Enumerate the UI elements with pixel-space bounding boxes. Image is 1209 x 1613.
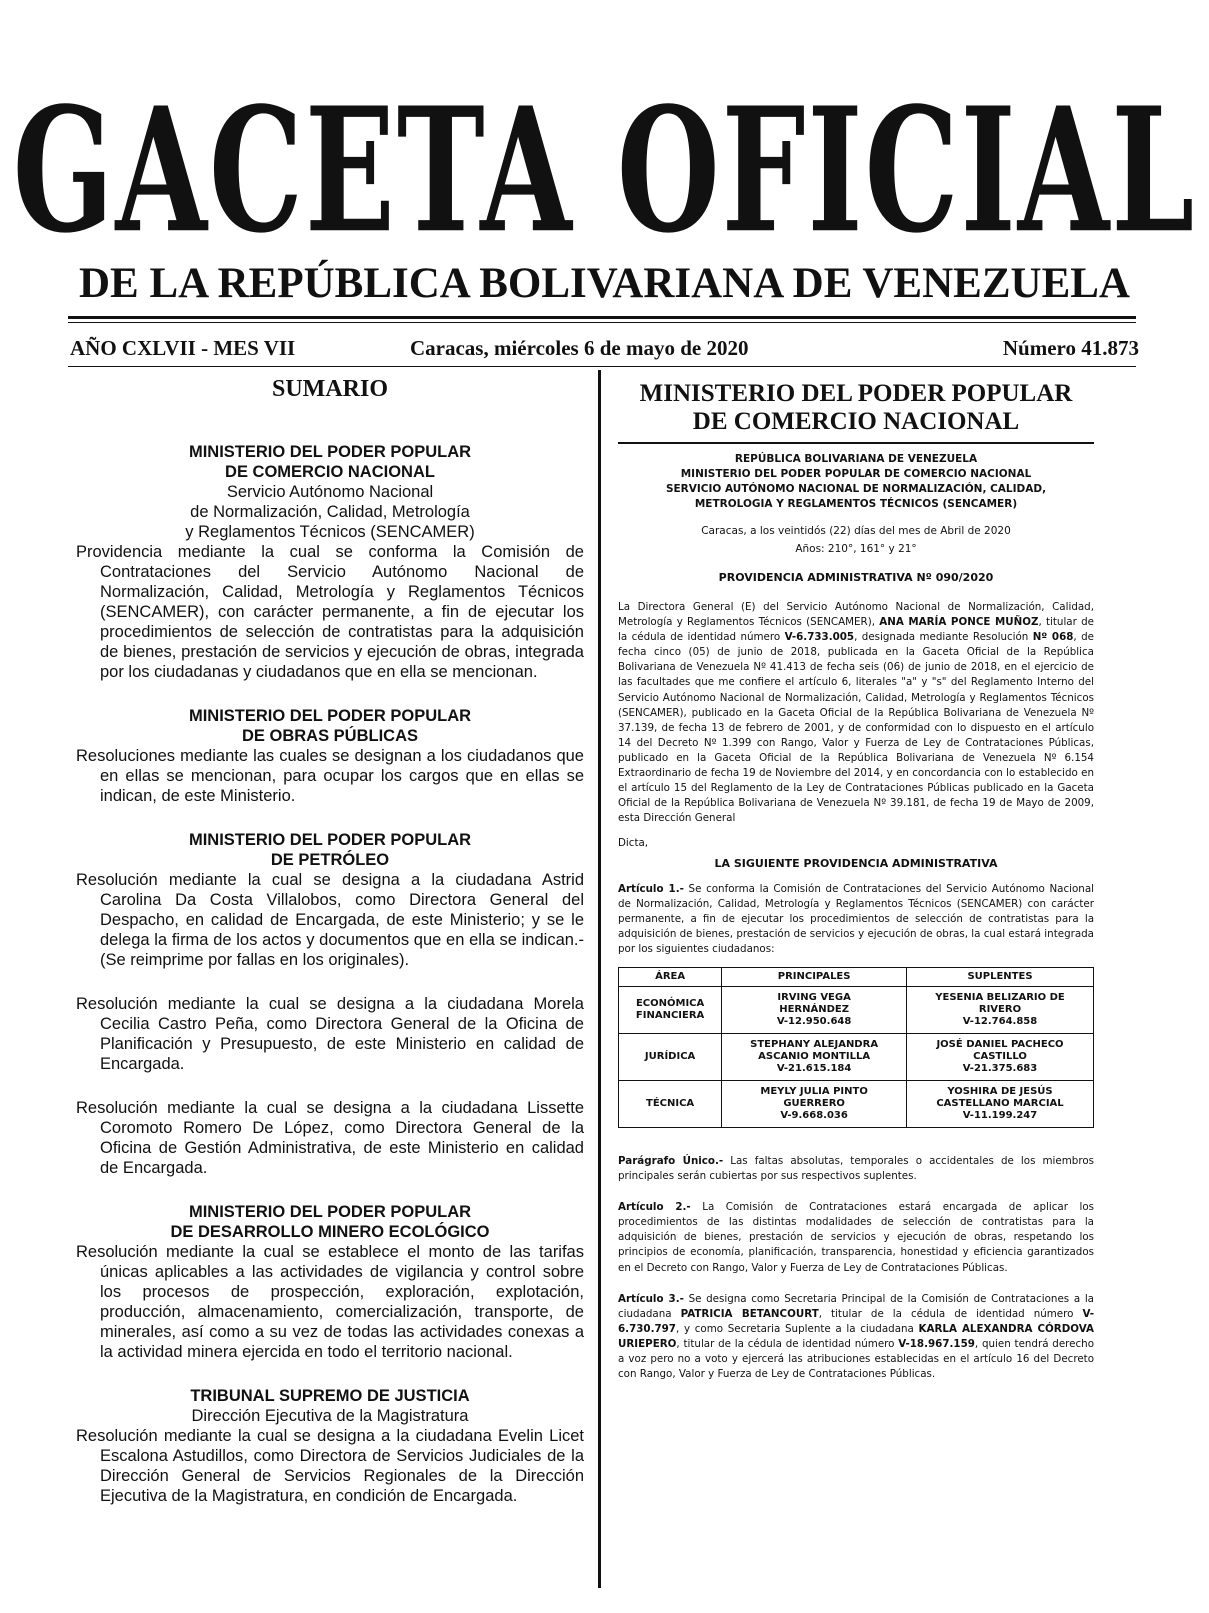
summary-title: SUMARIO bbox=[271, 376, 388, 402]
commission-table bbox=[618, 967, 1094, 1128]
column-divider bbox=[598, 370, 601, 1588]
table-cell-line: V-11.199.247 bbox=[962, 1109, 1038, 1121]
providencia-title: PROVIDENCIA ADMINISTRATIVA Nº 090/2020 bbox=[718, 571, 994, 584]
table-cell-area bbox=[619, 1080, 722, 1127]
table-cell-area bbox=[619, 1033, 722, 1080]
table-cell-line: V-21.375.683 bbox=[962, 1062, 1038, 1074]
summary-entry: Resoluciones mediante las cuales se designan a los ciudadanos que en ellas se mencionan, para ocupar los cargos que en ellas se indican, de este Ministerio. bbox=[76, 747, 584, 805]
paragrafo-unico: Parágrafo Único.- Las faltas absolutas, temporales o accidentales de los miembros principales serán cubiertas por sus respectivos suplentes. bbox=[618, 1154, 1094, 1183]
table-cell-line: ASCANIO MONTILLA bbox=[758, 1050, 871, 1062]
summary-entry: Resolución mediante la cual se designa a la ciudadana Evelin Licet Escalona Astudillos, como Directora de Servicios Judiciales de la Dirección General de Servicios Regionales de la Dirección Ejecutiva de la Magistratura, en condición de Encargada. bbox=[76, 1427, 584, 1505]
summary-entry: Resolución mediante la cual se designa a la ciudadana Morela Cecilia Castro Peña, como Directora General de la Oficina de Planificación y Presupuesto, de este Ministerio en calidad de Encargada. bbox=[76, 995, 584, 1073]
summary-section-heading: DE DESARROLLO MINERO ECOLÓGICO bbox=[170, 1223, 490, 1241]
summary-section-heading: TRIBUNAL SUPREMO DE JUSTICIA bbox=[190, 1387, 470, 1405]
intro-paragraph: La Directora General (E) del Servicio Autónomo Nacional de Normalización, Calidad, Metrología y Reglamentos Técnicos (SENCAMER), ANA MARÍA PONCE MUÑOZ, titular de la cédula de identidad número V-6.733.005, designada mediante Resolución Nº 068, de fecha cinco (05) de junio de 2018, publicada en la Gaceta Oficial de la República Bolivariana de Venezuela Nº 41.413 de fecha seis (06) de junio de 2018, en el ejercicio de las facultades que me confiere el artículo 6, literales "a" y "s" del Reglamento Interno del Servicio Autónomo Nacional de Normalización, Calidad, Metrología y Reglamentos Técnicos (SENCAMER), publicado en la Gaceta Oficial de la República Bolivariana de Venezuela Nº 37.139, de fecha 13 de febrero de 2001, y de conformidad con lo dispuesto en el artículo 14 del Decreto Nº 1.399 con Rango, Valor y Fuerza de Ley de Contrataciones Públicas, publicado en la Gaceta Oficial de la República Bolivariana de Venezuela Nº 6.154 Extraordinario de fecha 19 de Noviembre del 2014, y en concordancia con lo establecido en el artículo 15 del Reglamento de la Ley de Contrataciones Públicas publicado en la Gaceta Oficial de la República Bolivariana de Venezuela Nº 39.181, de fecha 19 de Mayo de 2009, esta Dirección General bbox=[618, 601, 1094, 825]
summary-entry: Providencia mediante la cual se conforma la Comisión de Contrataciones del Servicio Autónomo Nacional de Normalización, Calidad, Metrología y Reglamentos Técnicos (SENCAMER), con carácter permanente, a fin de ejecutar los procedimientos de selección de contratistas para la adquisición de bienes, prestación de servicios y ejecución de obras, integrada por los ciudadanas y ciudadanos que en ella se mencionan. bbox=[76, 543, 584, 681]
summary-column bbox=[76, 374, 584, 1530]
summary-entry: Resolución mediante la cual se establece el monto de las tarifas únicas aplicables a las actividades de vigilancia y control sobre los procesos de prospección, exploración, explotación, producción, almacenamiento, comercialización, transporte, de minerales, así como a su vez de todas las actividades conexas a la actividad minera ejercida en todo el territorio nacional. bbox=[76, 1243, 584, 1361]
masthead-subtitle: DE LA REPÚBLICA BOLIVARIANA DE VENEZUELA bbox=[79, 260, 1130, 307]
table-cell-line: YOSHIRA DE JESÚS bbox=[947, 1085, 1053, 1097]
providencia-column bbox=[618, 380, 1094, 1382]
table-cell-line: JURÍDICA bbox=[644, 1050, 696, 1062]
ministry-rule bbox=[618, 442, 1094, 444]
summary-section bbox=[76, 706, 584, 806]
siguiente-providencia: LA SIGUIENTE PROVIDENCIA ADMINISTRATIVA bbox=[714, 856, 998, 870]
table-cell-line: GUERRERO bbox=[783, 1097, 845, 1109]
summary-section-heading: MINISTERIO DEL PODER POPULAR bbox=[188, 1203, 472, 1221]
table-cell-line: CASTELLANO MARCIAL bbox=[936, 1097, 1064, 1109]
table-cell-principal bbox=[722, 986, 907, 1033]
table-cell-line: ECONÓMICA bbox=[635, 997, 705, 1009]
summary-section-subheading: Dirección Ejecutiva de la Magistratura bbox=[191, 1407, 469, 1425]
header-line: SERVICIO AUTÓNOMO NACIONAL DE NORMALIZACIÓN, CALIDAD, bbox=[665, 483, 1047, 495]
article-1: Artículo 1.- Se conforma la Comisión de Contrataciones del Servicio Autónomo Nacional de Normalización, Calidad, Metrología y Reglamentos Técnicos (SENCAMER) con carácter permanente, a fin de ejecutar los procedimientos de selección de contratistas para la adquisición de bienes, prestación de servicios y ejecución de obras, la cual estará integrada por los siguientes ciudadanos: bbox=[618, 882, 1094, 955]
ministry-heading-line1: MINISTERIO DEL PODER POPULAR bbox=[639, 380, 1073, 407]
summary-section bbox=[76, 1202, 584, 1362]
article-3: Artículo 3.- Se designa como Secretaria Principal de la Comisión de Contrataciones a la ciudadana PATRICIA BETANCOURT, titular de la cédula de identidad número V-6.730.797, y como Secretaria Suplente a la ciudadana KARLA ALEXANDRA CÓRDOVA URIEPERO, titular de la cédula de identidad número V-18.967.159, quien tendrá derecho a voz pero no a voto y ejercerá las atribuciones establecidas en el artículo 16 del Decreto con Rango, Valor y Fuerza de Ley de Contrataciones Públicas. bbox=[618, 1292, 1094, 1381]
dicta: Dicta, bbox=[618, 837, 649, 850]
table-cell-line: FINANCIERA bbox=[635, 1009, 705, 1021]
table-cell-suplente bbox=[907, 986, 1094, 1033]
header-line: REPÚBLICA BOLIVARIANA DE VENEZUELA bbox=[734, 453, 978, 465]
place-date: Caracas, a los veintidós (22) días del mes de Abril de 2020 bbox=[701, 525, 1011, 537]
table-cell-line: TÉCNICA bbox=[646, 1097, 695, 1109]
table-cell-area bbox=[619, 986, 722, 1033]
table-cell-line: V-12.764.858 bbox=[962, 1015, 1038, 1027]
header-rule-thin bbox=[68, 322, 1136, 323]
table-cell-line: JOSÉ DANIEL PACHECO bbox=[936, 1038, 1064, 1050]
summary-section-heading: MINISTERIO DEL PODER POPULAR bbox=[188, 443, 472, 461]
summary-section bbox=[76, 830, 584, 1178]
summary-section bbox=[76, 442, 584, 682]
summary-sections bbox=[76, 442, 584, 1506]
table-cell-suplente bbox=[907, 1080, 1094, 1127]
ministry-heading-line2: DE COMERCIO NACIONAL bbox=[692, 408, 1020, 435]
table-cell-line: V-12.950.648 bbox=[776, 1015, 852, 1027]
header-line: METROLOGIA Y REGLAMENTOS TÉCNICOS (SENCAMER) bbox=[694, 498, 1018, 510]
issue-year-month: AÑO CXLVII - MES VII bbox=[70, 336, 296, 360]
table-cell-principal bbox=[722, 1080, 907, 1127]
article-2: Artículo 2.- La Comisión de Contrataciones estará encargada de aplicar los procedimientos de las distintas modalidades de selección de contratistas para la adquisición de bienes, prestación de servicios y ejecución de obras, respetando los principios de economía, planificación, transparencia, honestidad y eficiencia garantizados en el Decreto con Rango, Valor y Fuerza de Ley de Contrataciones Públicas. bbox=[618, 1201, 1094, 1274]
table-cell-line: STEPHANY ALEJANDRA bbox=[750, 1038, 879, 1050]
table-cell-line: V-9.668.036 bbox=[780, 1109, 848, 1121]
table-cell-line: IRVING VEGA bbox=[777, 991, 851, 1003]
table-cell-line: V-21.615.184 bbox=[776, 1062, 852, 1074]
summary-section-heading: DE OBRAS PÚBLICAS bbox=[241, 727, 418, 745]
table-cell-suplente bbox=[907, 1033, 1094, 1080]
table-header-principales: PRINCIPALES bbox=[722, 967, 907, 986]
summary-section bbox=[76, 1386, 584, 1506]
header-rule-top bbox=[68, 316, 1136, 319]
table-header-row bbox=[619, 967, 1094, 986]
years-line: Años: 210°, 161° y 21° bbox=[795, 543, 917, 555]
summary-entry: Resolución mediante la cual se designa a la ciudadana Lissette Coromoto Romero De López, como Directora General de la Oficina de Gestión Administrativa, de este Ministerio en calidad de Encargada. bbox=[76, 1099, 584, 1177]
summary-section-heading: DE COMERCIO NACIONAL bbox=[225, 463, 435, 481]
summary-section-heading: DE PETRÓLEO bbox=[270, 851, 390, 869]
table-header-suplentes: SUPLENTES bbox=[907, 967, 1094, 986]
table-cell-line: MEYLY JULIA PINTO bbox=[760, 1085, 868, 1097]
issue-rule bbox=[68, 366, 1136, 367]
table-row bbox=[619, 1033, 1094, 1080]
masthead-title: GACETA OFICIAL bbox=[12, 69, 1197, 271]
summary-section-heading: MINISTERIO DEL PODER POPULAR bbox=[188, 831, 472, 849]
commission-table-body bbox=[619, 986, 1094, 1127]
issue-number: Número 41.873 bbox=[1002, 336, 1139, 360]
table-row bbox=[619, 1080, 1094, 1127]
summary-section-subheading: de Normalización, Calidad, Metrología bbox=[190, 503, 470, 521]
issue-date: Caracas, miércoles 6 de mayo de 2020 bbox=[410, 336, 749, 360]
table-row bbox=[619, 986, 1094, 1033]
table-cell-line: YESENIA BELIZARIO DE bbox=[935, 991, 1065, 1003]
table-header-area: ÁREA bbox=[619, 967, 722, 986]
header-line: MINISTERIO DEL PODER POPULAR DE COMERCIO NACIONAL bbox=[680, 468, 1032, 480]
table-cell-line: HERNÁNDEZ bbox=[779, 1003, 849, 1015]
summary-section-heading: MINISTERIO DEL PODER POPULAR bbox=[188, 707, 472, 725]
summary-section-subheading: y Reglamentos Técnicos (SENCAMER) bbox=[185, 523, 475, 541]
summary-section-subheading: Servicio Autónomo Nacional bbox=[226, 483, 434, 501]
summary-entry: Resolución mediante la cual se designa a la ciudadana Astrid Carolina Da Costa Villalobos, como Directora General del Despacho, en calidad de Encargada, de este Ministerio; y se le delega la firma de los actos y documentos que en ella se indican.-(Se reimprime por fallas en los originales). bbox=[76, 871, 584, 969]
table-cell-line: RIVERO bbox=[978, 1003, 1022, 1015]
table-cell-principal bbox=[722, 1033, 907, 1080]
table-cell-line: CASTILLO bbox=[973, 1050, 1027, 1062]
